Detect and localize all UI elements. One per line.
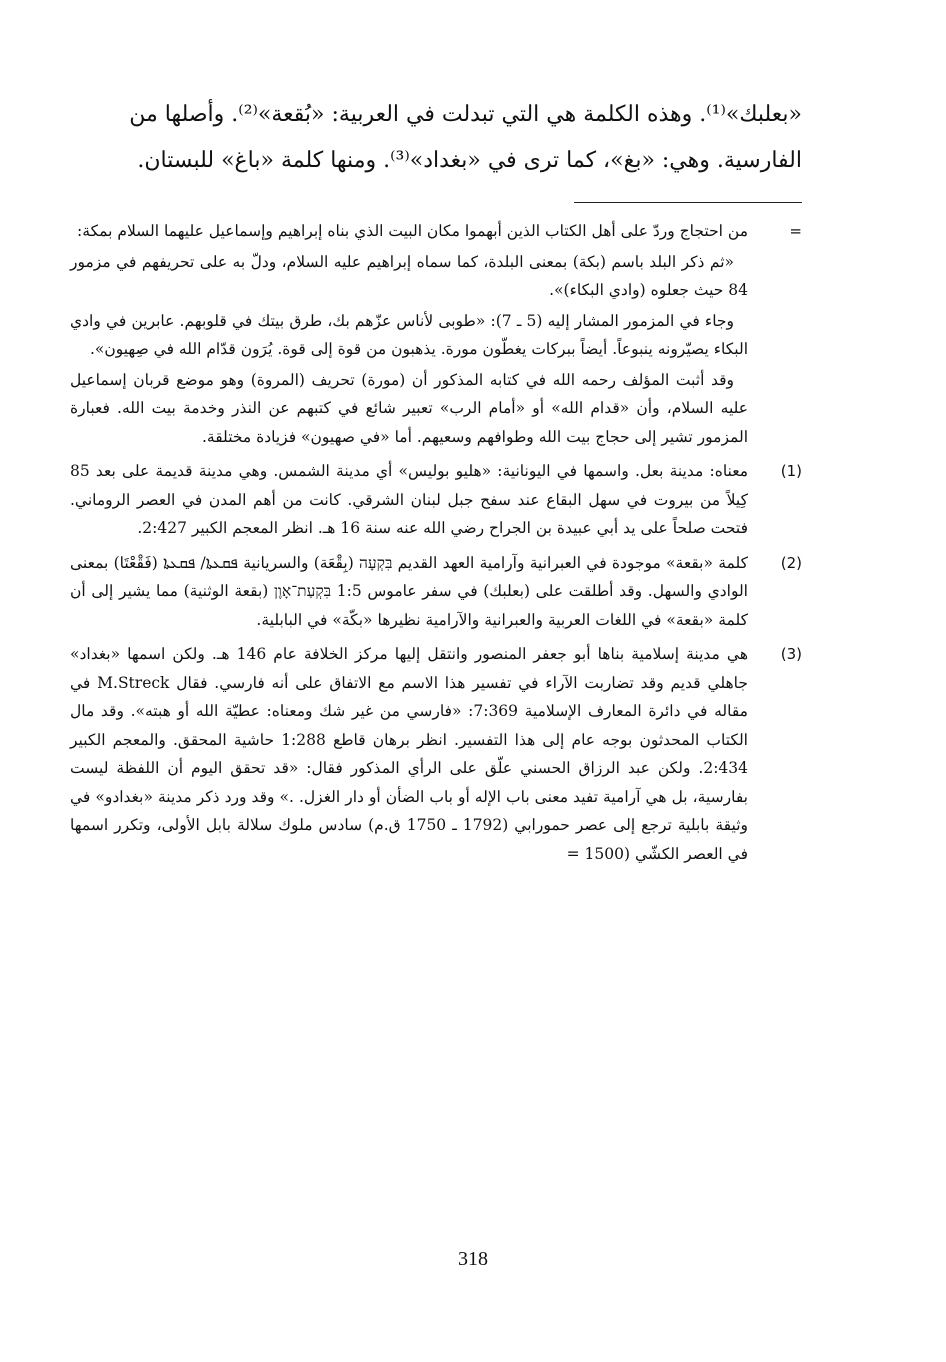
footnote-mark: (2) [780,553,802,572]
footnote-mark: (1) [780,462,802,480]
continued-note-paragraph: من احتجاج وردّ على أهل الكتاب الذين أبهموا مكان البيت الذي بناه إبراهيم وإسماعيل عليهما السلام بمكة: [77,222,748,240]
main-text [70,92,802,184]
footnote-2 [70,549,802,637]
main-text-line-2: الفارسية. وهي: «بغ»، كما ترى في «بغداد»⁽³⁾. ومنها كلمة «باغ» للبستان. [137,148,802,173]
main-text-line-1: «بعلبك»⁽¹⁾. وهذه الكلمة هي التي تبدلت في العربية: «بُقعة»⁽²⁾. وأصلها من [129,102,802,127]
book-page [70,92,802,870]
footnote-mark: (3) [780,645,802,663]
continued-note-paragraph: «ثم ذكر البلد باسم (بكة) بمعنى البلدة، كما سماه إبراهيم عليه السلام، ودلّ به على تحريفهم في مزمور 84 حيث جعلوه (وادي البكاء)». [70,252,748,299]
footnote-text: كلمة «بقعة» موجودة في العبرانية وآرامية العهد القديم בִּקְעָה (بِقْعَة) والسريانية ܦܩܥܬܐ/ ܦܩܥܬܐ (فَقْعْتَا) بمعنى الوادي والسهل. وقد أطلقت على (بعلبك) في سفر عاموس 1:5 בִּקְעַת־אָוֶן (بقعة الوثنية) مما يشير إلى أن كلمة «بقعة» في اللغات العربية والعبرانية والآرامية نظيرها «بكّة» في البابلية. [70,553,748,629]
footnote-text: معناه: مدينة بعل. واسمها في اليونانية: «هليو بوليس» أي مدينة الشمس. وهي مدينة قديمة على بعد 85 كِيلاً من بيروت في سهل البقاع عند سفح جبل لبنان الشرقي. كانت من أهم المدن في العصر الروماني. فتحت صلحاً على يد أبي عبيدة بن الجراح رضي الله عنه سنة 16 هـ. انظر المعجم الكبير 2:427. [70,462,748,537]
continued-footnote [70,217,802,453]
continuation-mark: = [789,222,802,240]
page-number: 318 [458,1248,488,1270]
footnote-1 [70,457,802,545]
footnote-3 [70,640,802,870]
footnote-text: هي مدينة إسلامية بناها أبو جعفر المنصور وانتقل إليها مركز الخلافة عام 146 هـ. ولكن اسمها «بغداد» جاهلي قديم وقد تضاربت الآراء في تفسير هذا الاسم مع الاتفاق على أنه فارسي. فقال M.Streck في مقاله في دائرة المعارف الإسلامية 7:369: «فارسي من غير شك ومعناه: عطيّة الله أو هبته». وقد مال الكتاب المحدثون بوجه عام إلى هذا التفسير. انظر برهان قاطع 1:288 حاشية المحقق. والمعجم الكبير 2:434. ولكن عبد الرزاق الحسني علّق على الرأي المذكور فقال: «قد تحقق اليوم أن اللفظة ليست بفارسية، بل هي آرامية تفيد معنى باب الإله أو باب الضأن أو دار الغزل. .» وقد ورد ذكر مدينة «بغدادو» في وثيقة بابلية ترجع إلى عصر حمورابي (1792 ـ 1750 ق.م) سادس ملوك سلالة بابل الأولى، وتكرر اسمها في العصر الكشّي (1500 = [70,645,748,863]
footnote-separator [574,202,802,203]
continued-note-paragraph: وقد أثبت المؤلف رحمه الله في كتابه المذكور أن (مورة) تحريف (المروة) وهو موضع قربان إسماعيل عليه السلام، وأن «قدام الله» أو «أمام الرب» تعبير شائع في كتبهم عن النذر وخدمة بيت الله. فعبارة المزمور تشير إلى حجاج بيت الله وطوافهم وسعيهم. أما «في صهيون» فزيادة مختلقة. [70,370,748,446]
continued-note-paragraph: وجاء في المزمور المشار إليه (5 ـ 7): «طوبى لأناس عزّهم بك، طرق بيتك في قلوبهم. عابرين في وادي البكاء يصيّرونه ينبوعاً. أيضاً ببركات يغطّون مورة. يذهبون من قوة إلى قوة. يُرَون قدّام الله في صِهيون». [70,311,748,358]
